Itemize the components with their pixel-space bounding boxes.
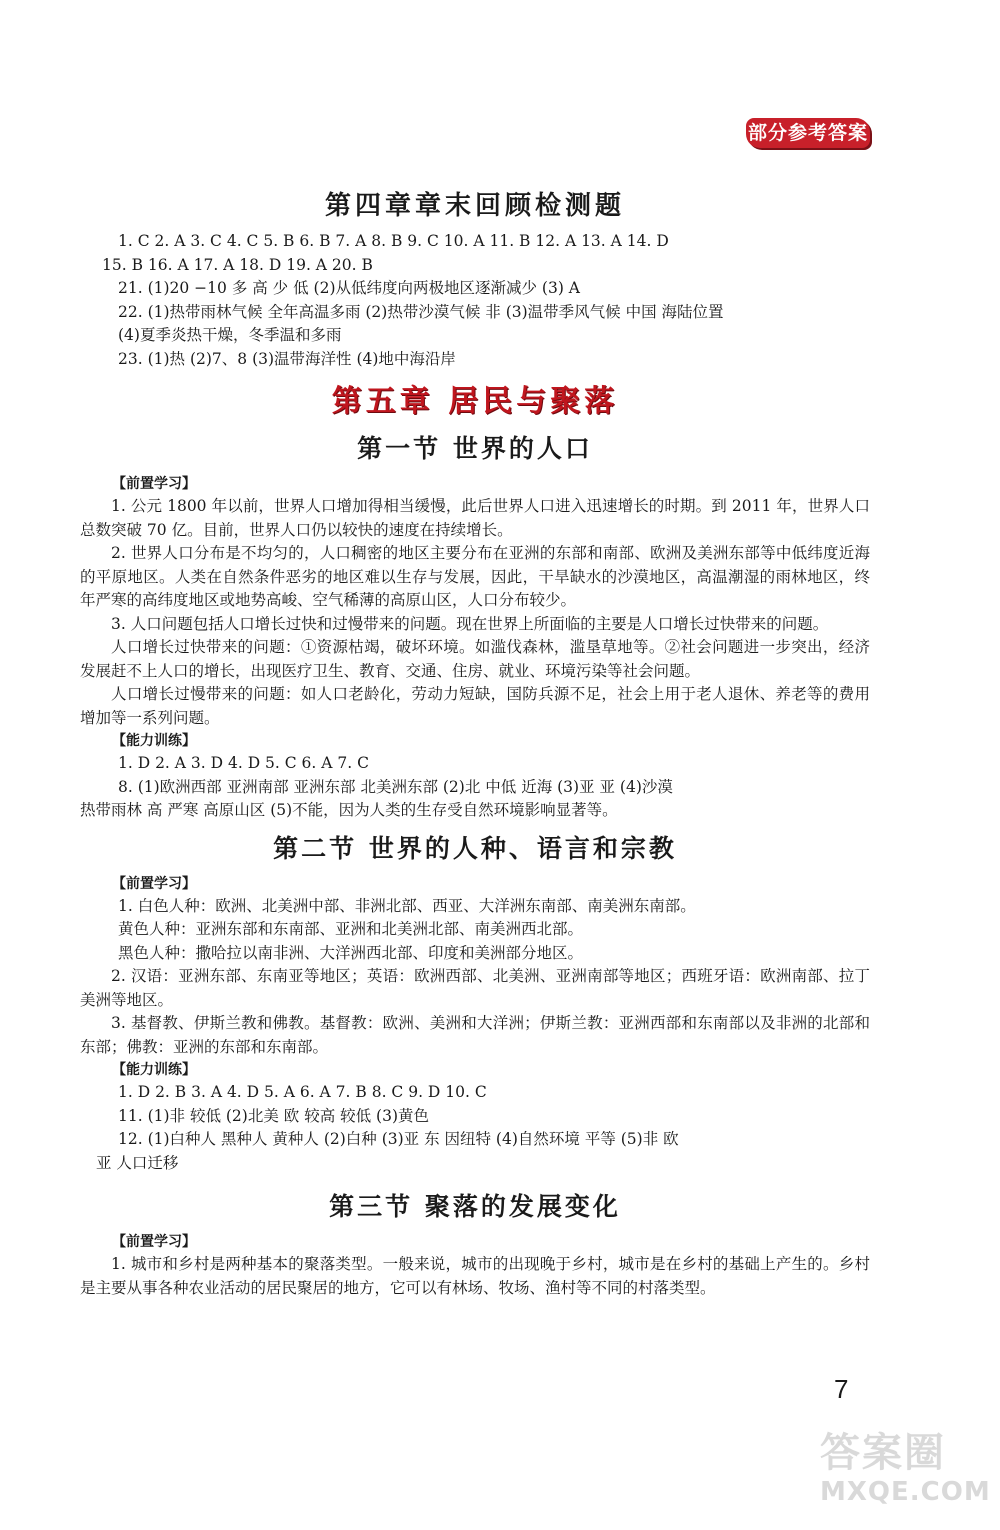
training-label: 【能力训练】 <box>112 1062 196 1078</box>
answer-line: 15. B 16. A 17. A 18. D 19. A 20. B <box>102 255 373 274</box>
preview-paragraph: 3. 人口问题包括人口增长过快和过慢带来的问题。现在世界上所面临的主要是人口增长过快带来的问题。 <box>111 614 829 633</box>
preview-line: 1. 白色人种：欧洲、北美洲中部、非洲北部、西亚、大洋洲东南部、南美洲东南部。 <box>118 896 696 915</box>
answer-line-continued: 亚 人口迁移 <box>96 1153 179 1172</box>
preview-paragraph: 2. 世界人口分布是不均匀的，人口稠密的地区主要分布在亚洲的东部和南部、欧洲及美洲东部等中低纬度近海的平原地区。人类在自然条件恶劣的地区难以生存与发展，因此，干旱缺水的沙漠地区，高温潮湿的雨林地区，终年严寒的高纬度地区或地势高峻、空气稀薄的高原山区，人口分布较少。 <box>80 544 870 609</box>
preview-label: 【前置学习】 <box>112 476 196 492</box>
chapter4-review-title: 第四章章末回顾检测题 <box>324 191 625 221</box>
preview-paragraph: 1. 城市和乡村是两种基本的聚落类型。一般来说，城市的出现晚于乡村，城市是在乡村的基础上产生的。乡村是主要从事各种农业活动的居民聚居的地方，它可以有林场、牧场、渔村等不同的村落类型。 <box>80 1255 870 1297</box>
answer-line: 8. (1)欧洲西部 亚洲南部 亚洲东部 北美洲东部 (2)北 中低 近海 (3)亚 亚 (4)沙漠 <box>118 777 673 796</box>
answer-line: 21. (1)20 −10 多 高 少 低 (2)从低纬度向两极地区逐渐减少 (3) A <box>118 279 580 297</box>
answer-line: (4)夏季炎热干燥，冬季温和多雨 <box>118 326 342 344</box>
preview-line: 黑色人种：撒哈拉以南非洲、大洋洲西北部、印度和美洲部分地区。 <box>118 943 584 962</box>
answer-line: 22. (1)热带雨林气候 全年高温多雨 (2)热带沙漠气候 非 (3)温带季风气候 中国 海陆位置 <box>118 302 724 321</box>
answer-line: 11. (1)非 较低 (2)北美 欧 较高 较低 (3)黄色 <box>118 1106 430 1125</box>
answer-line: 1. D 2. A 3. D 4. D 5. C 6. A 7. C <box>118 754 369 772</box>
answer-line: 23. (1)热 (2)7、8 (3)温带海洋性 (4)地中海沿岸 <box>118 349 456 368</box>
site-watermark <box>820 1430 991 1520</box>
chapter5-title: 第五章 居民与聚落 <box>331 384 619 419</box>
preview-paragraph: 3. 基督教、伊斯兰教和佛教。基督教：欧洲、美洲和大洋洲；伊斯兰教：亚洲西部和东南部以及非洲的北部和东部；佛教：亚洲的东部和东南部。 <box>80 1014 870 1056</box>
preview-line: 黄色人种：亚洲东部和东南部、亚洲和北美洲北部、南美洲西北部。 <box>118 920 584 938</box>
training-label: 【能力训练】 <box>112 733 196 749</box>
preview-paragraph: 人口增长过快带来的问题：①资源枯竭，破坏环境。如滥伐森林，滥垦草地等。②社会问题进一步突出，经济发展赶不上人口的增长，出现医疗卫生、教育、交通、住房、就业、环境污染等社会问题。 <box>80 638 870 680</box>
preview-paragraph: 2. 汉语：亚洲东部、东南亚等地区；英语：欧洲西部、北美洲、亚洲南部等地区；西班牙语：欧洲南部、拉丁美洲等地区。 <box>80 967 870 1009</box>
section2-title: 第二节 世界的人种、语言和宗教 <box>273 833 677 863</box>
section1-title: 第一节 世界的人口 <box>357 434 593 463</box>
answer-line: 1. C 2. A 3. C 4. C 5. B 6. B 7. A 8. B 9. C 10. A 11. B 12. A 13. A 14. D <box>118 232 669 250</box>
watermark-logo-text: 答案圈 <box>820 1430 946 1476</box>
page-content <box>80 190 870 1300</box>
preview-paragraph: 1. 公元 1800 年以前，世界人口增加得相当缓慢，此后世界人口进入迅速增长的时期。到 2011 年，世界人口总数突破 70 亿。目前，世界人口仍以较快的速度在持续增长。 <box>80 497 870 539</box>
chapter4-review-answers <box>80 230 870 371</box>
section3-title: 第三节 聚落的发展变化 <box>329 1192 621 1221</box>
page-number: 7 <box>834 1374 849 1404</box>
preview-paragraph: 人口增长过慢带来的问题：如人口老龄化，劳动力短缺，国防兵源不足，社会上用于老人退休、养老等的费用增加等一系列问题。 <box>80 685 870 727</box>
answer-line: 1. D 2. B 3. A 4. D 5. A 6. A 7. B 8. C 9. D 10. C <box>118 1083 487 1101</box>
answer-line-continued: 热带雨林 高 严寒 高原山区 (5)不能，因为人类的生存受自然环境影响显著等。 <box>80 801 618 819</box>
preview-label: 【前置学习】 <box>112 1234 196 1250</box>
answer-line: 12. (1)白种人 黑种人 黄种人 (2)白种 (3)亚 东 因纽特 (4)自然环境 平等 (5)非 欧 <box>118 1130 679 1148</box>
preview-label: 【前置学习】 <box>112 875 196 892</box>
watermark-url: MXQE.COM <box>820 1477 991 1507</box>
reference-answers-badge: 部分参考答案 <box>746 118 870 148</box>
